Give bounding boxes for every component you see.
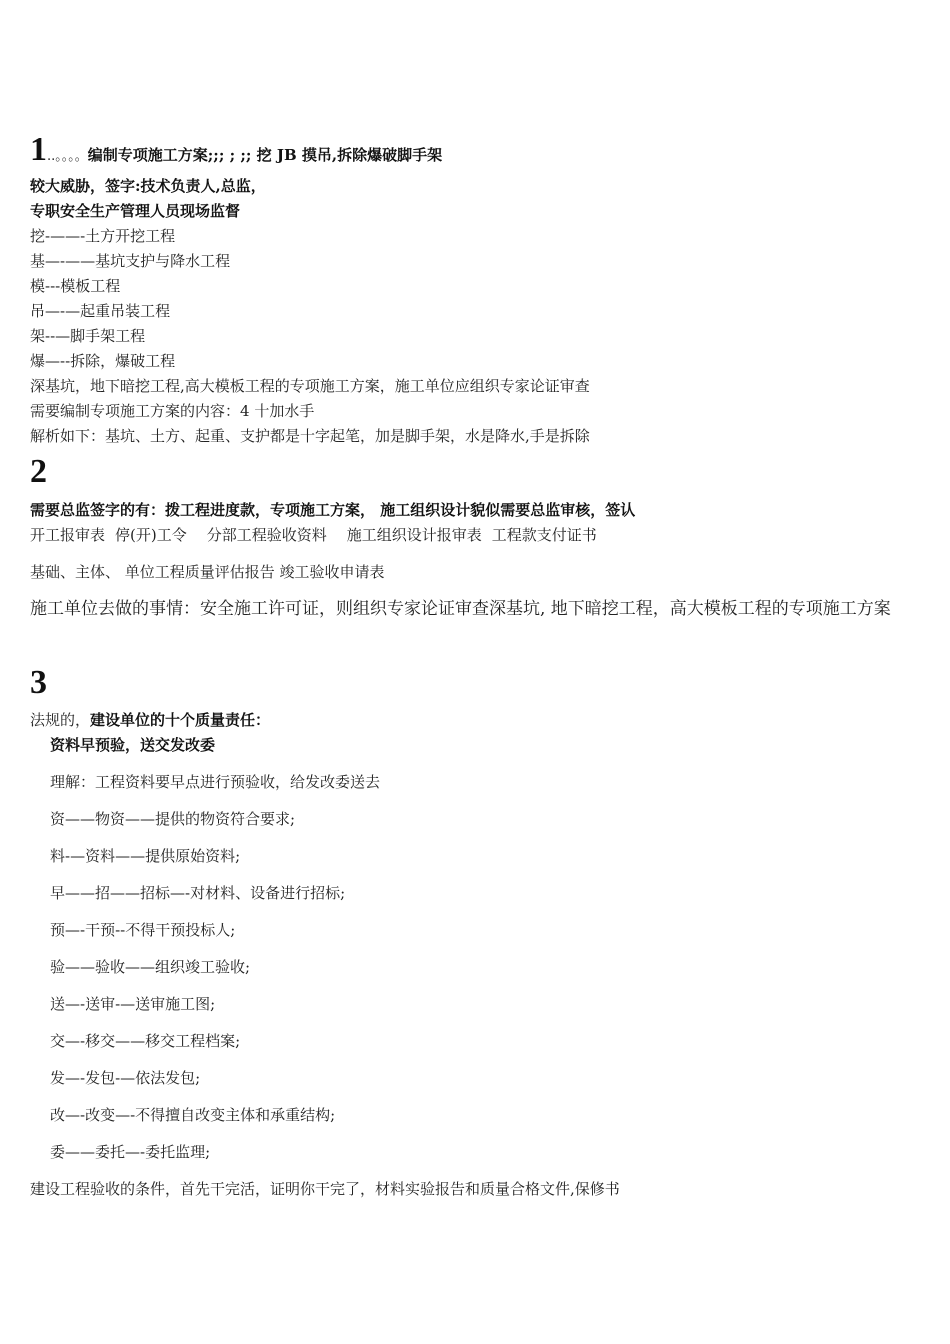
list-item: 资——物资——提供的物资符合要求; — [50, 810, 296, 828]
list-item: 改—-改变—-不得擅自改变主体和承重结构; — [50, 1106, 336, 1124]
doc-item: 分部工程验收资料 — [206, 526, 327, 544]
list-item: 交—-移交——移交工程档案; — [50, 1032, 241, 1050]
section1-heading — [30, 130, 442, 177]
list-item: 基—-——基坑支护与降水工程 — [30, 252, 231, 270]
section1-line2: 较大威胁，签字:技术负责人,总监， — [30, 177, 266, 195]
doc-item: 工程款支付证书 — [491, 526, 597, 544]
section2-bold-line: 需要总监签字的有：拨工程进度款，专项施工方案， 施工组织设计貌似需要总监审核，签认 — [30, 501, 636, 519]
section2-paragraph: 施工单位去做的事情：安全施工许可证，则组织专家论证审查深基坑, 地下暗挖工程，高大模板工程的专项施工方案 — [30, 599, 891, 619]
heading-dots: ..。。。。 — [47, 149, 88, 164]
list-item: 料-—资料——提供原始资料; — [50, 847, 241, 865]
section-number: 3 — [30, 664, 47, 701]
explanation: 理解：工程资料要早点进行预验收，给发改委送去 — [50, 773, 381, 791]
section2-docs-row1 — [30, 525, 597, 545]
list-item: 模---模板工程 — [30, 277, 121, 295]
doc-item: 开工报审表 — [30, 526, 106, 544]
list-item: 挖-——-土方开挖工程 — [30, 227, 176, 245]
list-item: 发—-发包-—依法发包; — [50, 1069, 201, 1087]
section-number: 2 — [30, 453, 47, 490]
list-item: 架--—脚手架工程 — [30, 327, 146, 345]
list-item: 预—-干预--不得干预投标人; — [50, 921, 236, 939]
heading-text: 编制专项施工方案;;; ; ;; 挖 JB 摸吊,拆除爆破脚手架 — [87, 146, 443, 164]
closing-line: 建设工程验收的条件，首先干完活，证明你干完了，材料实验报告和质量合格文件,保修书 — [30, 1180, 620, 1198]
list-item: 爆—--拆除，爆破工程 — [30, 352, 176, 370]
doc-item: 停(开)工令 — [115, 526, 187, 544]
intro-bold: 建设单位的十个质量责任： — [90, 711, 271, 729]
list-item: 验——验收——组织竣工验收; — [50, 958, 251, 976]
intro-plain: 法规的， — [30, 711, 91, 729]
list-item: 早——招——招标—-对材料、设备进行招标; — [50, 884, 346, 902]
list-item: 需要编制专项施工方案的内容：4 十加水手 — [30, 402, 315, 420]
list-item: 委——委托—-委托监理; — [50, 1143, 211, 1161]
doc-item: 施工组织设计报审表 — [346, 526, 482, 544]
section2-docs-row2: 基础、主体、 单位工程质量评估报告 竣工验收申请表 — [30, 563, 385, 581]
section-number: 1 — [30, 131, 47, 168]
list-item: 吊—-—起重吊装工程 — [30, 302, 171, 320]
list-item: 深基坑，地下暗挖工程,高大模板工程的专项施工方案，施工单位应组织专家论证审查 — [30, 377, 590, 395]
list-item: 送—-送审-—送审施工图; — [50, 995, 216, 1013]
mnemonic: 资料早预验，送交发改委 — [50, 736, 216, 754]
list-item: 解析如下：基坑、土方、起重、支护都是十字起笔，加是脚手架，水是降水,手是拆除 — [30, 427, 590, 445]
section1-line3: 专职安全生产管理人员现场监督 — [30, 202, 241, 220]
section3-intro — [30, 710, 270, 730]
